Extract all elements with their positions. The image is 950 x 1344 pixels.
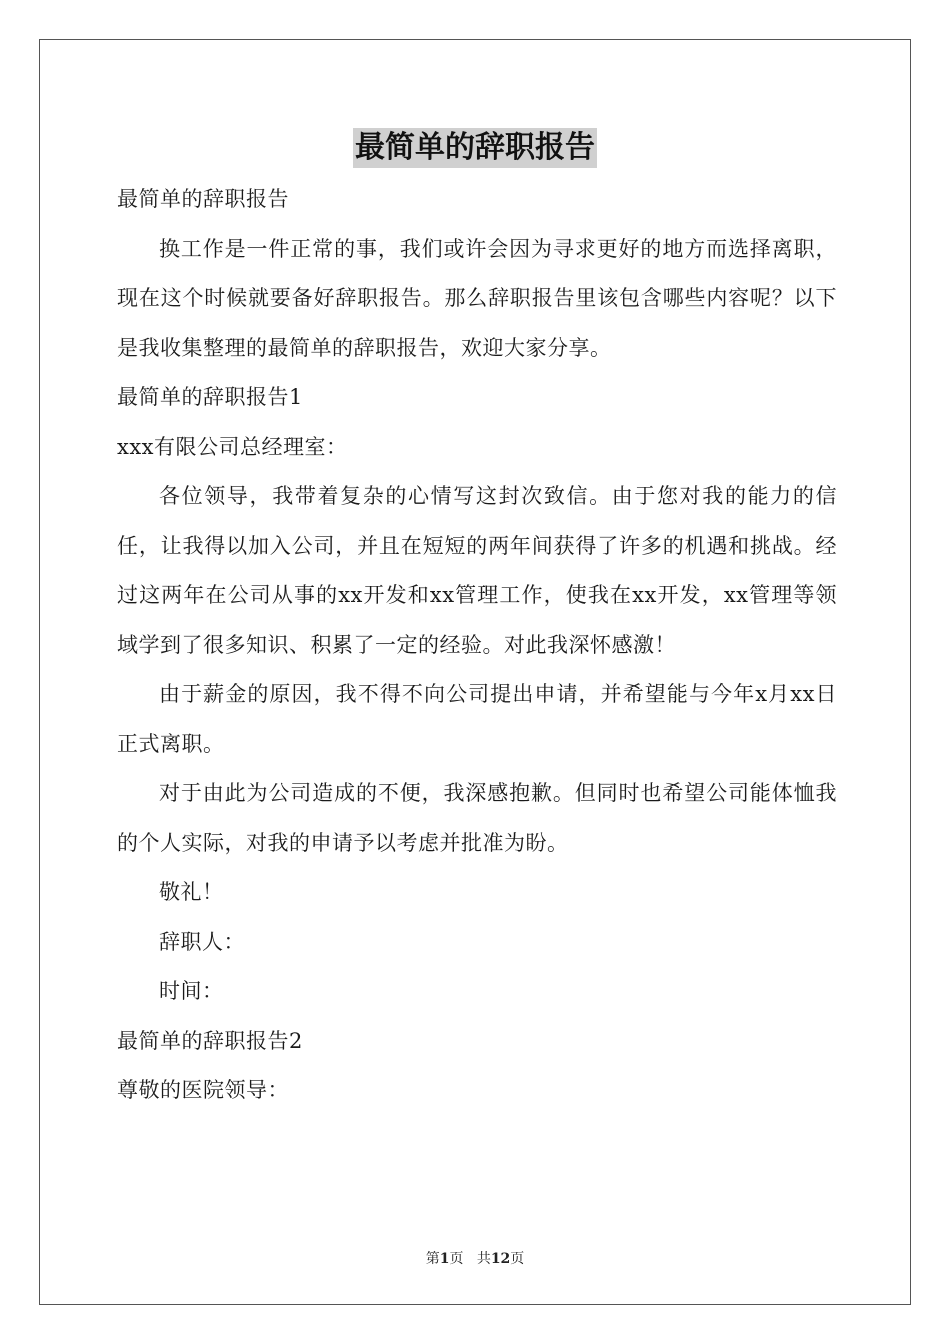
document-paragraph: 最简单的辞职报告 [117, 187, 289, 211]
document-paragraph: 最简单的辞职报告2 [117, 1028, 303, 1053]
footer-current-page: 1 [439, 1251, 450, 1267]
page-footer [0, 1248, 950, 1268]
footer-total-suffix: 页 [510, 1251, 525, 1267]
title-container [0, 128, 950, 168]
document-paragraph: 尊敬的医院领导： [117, 1078, 289, 1102]
document-paragraph: 时间： [159, 979, 224, 1003]
document-paragraph: 由于薪金的原因，我不得不向公司提出申请，并希望能与今年x月xx日正式离职。 [117, 682, 837, 756]
footer-prefix: 第 [425, 1251, 440, 1267]
document-paragraph: 换工作是一件正常的事，我们或许会因为寻求更好的地方而选择离职，现在这个时候就要备好辞职报告。那么辞职报告里该包含哪些内容呢？以下是我收集整理的最简单的辞职报告，欢迎大家分享。 [117, 236, 837, 360]
footer-total-pages: 12 [490, 1251, 511, 1267]
document-body [117, 175, 837, 1116]
document-paragraph: 辞职人： [159, 929, 245, 954]
document-title: 最简单的辞职报告 [353, 128, 597, 168]
document-paragraph: xxx有限公司总经理室： [117, 434, 348, 459]
document-paragraph: 各位领导，我带着复杂的心情写这封次致信。由于您对我的能力的信任，让我得以加入公司，并且在短短的两年间获得了许多的机遇和挑战。经过这两年在公司从事的xx开发和xx管理工作，使我在xx开发，xx管理等领域学到了很多知识、积累了一定的经验。对此我深怀感激！ [117, 484, 837, 657]
document-paragraph: 敬礼！ [159, 880, 224, 904]
footer-total-prefix: 共 [476, 1251, 491, 1267]
footer-page-word: 页 [449, 1251, 464, 1267]
document-paragraph: 最简单的辞职报告1 [117, 385, 303, 409]
document-paragraph: 对于由此为公司造成的不便，我深感抱歉。但同时也希望公司能体恤我的个人实际，对我的申请予以考虑并批准为盼。 [117, 781, 837, 855]
